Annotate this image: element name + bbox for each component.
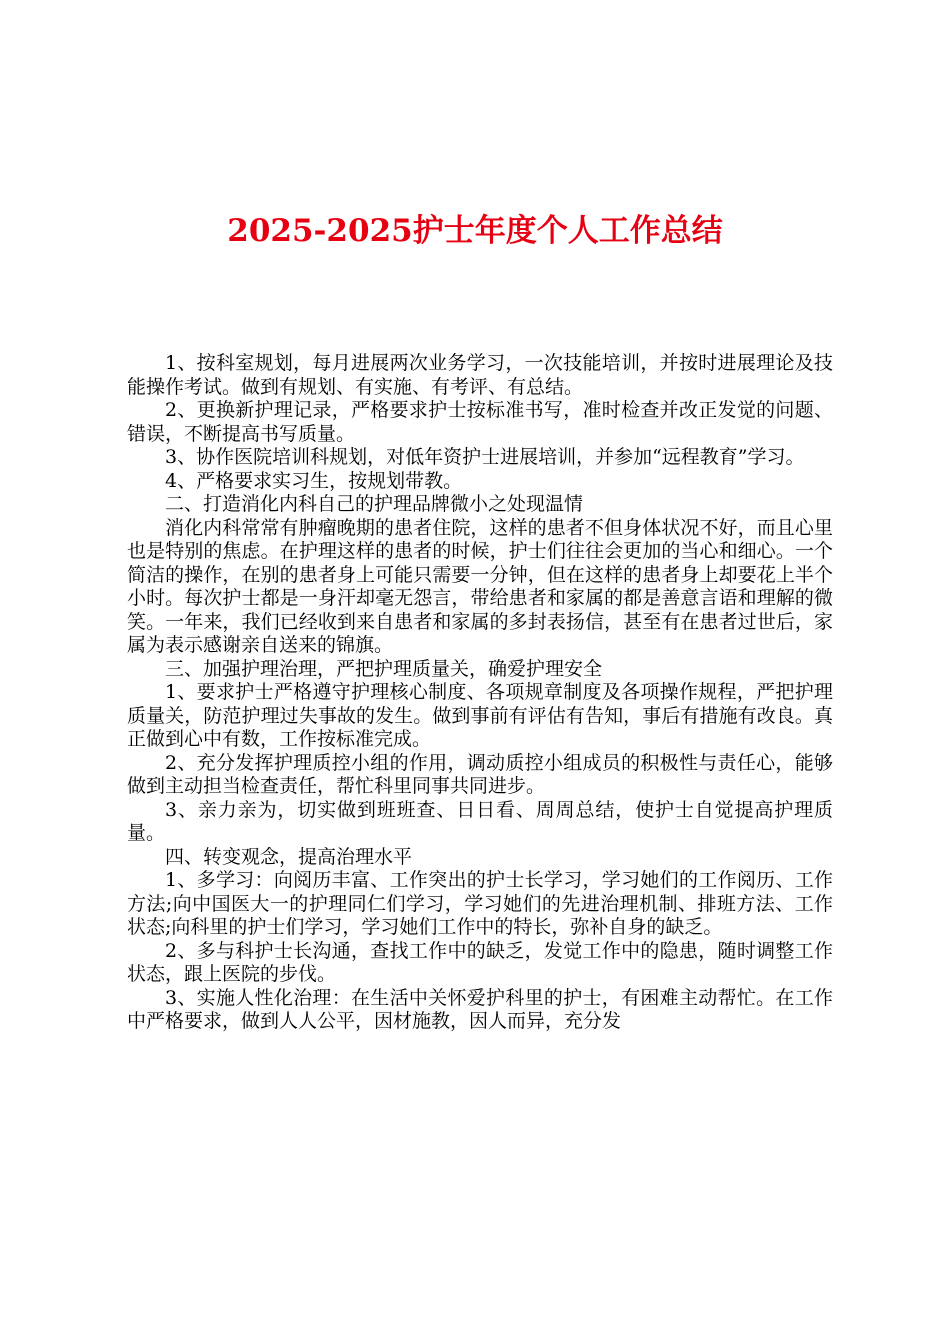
paragraph-3: 3、协作医院培训科规划，对低年资护士进展培训，并参加“远程教育”学习。 <box>165 446 805 468</box>
document-body <box>127 352 833 1034</box>
section-heading-3: 三、加强护理治理，严把护理质量关，确爱护理安全 <box>165 657 603 680</box>
paragraph-1: 1、按科室规划，每月进展两次业务学习，一次技能培训，并按时进展理论及技能操作考试。做到有规划、有实施、有考评、有总结。 <box>127 352 833 398</box>
paragraph-2: 2、更换新护理记录，严格要求护士按标准书写，准时检查并改正发觉的问题、错误，不断提高书写质量。 <box>127 399 833 445</box>
document-title: 2025-2025护士年度个人工作总结 <box>227 213 723 249</box>
paragraph-5: 消化内科常常有肿瘤晚期的患者住院，这样的患者不但身体状况不好，而且心里也是特别的焦虑。在护理这样的患者的时候，护士们往往会更加的当心和细心。一个简洁的操作，在别的患者身上可能只需要一分钟，但在这样的患者身上却要花上半个小时。每次护士都是一身汗却毫无怨言，带给患者和家属的都是善意言语和理解的微笑。一年来，我们已经收到来自患者和家属的多封表扬信，甚至有在患者过世后，家属为表示感谢亲自送来的锦旗。 <box>127 516 833 656</box>
section-heading-4: 四、转变观念，提高治理水平 <box>165 845 413 868</box>
paragraph-7: 2、充分发挥护理质控小组的作用，调动质控小组成员的积极性与责任心，能够做到主动担当检查责任，帮忙科里同事共同进步。 <box>127 751 833 797</box>
paragraph-8: 3、亲力亲为，切实做到班班查、日日看、周周总结，使护士自觉提高护理质量。 <box>127 798 833 844</box>
paragraph-6: 1、要求护士严格遵守护理核心制度、各项规章制度及各项操作规程，严把护理质量关，防范护理过失事故的发生。做到事前有评估有告知，事后有措施有改良。真正做到心中有数，工作按标准完成。 <box>127 681 833 750</box>
section-heading-2: 二、打造消化内科自己的护理品牌微小之处现温情 <box>165 493 584 515</box>
paragraph-10: 2、多与科护士长沟通，查找工作中的缺乏，发觉工作中的隐患，随时调整工作状态，跟上医院的步伐。 <box>127 939 833 985</box>
paragraph-9: 1、多学习：向阅历丰富、工作突出的护士长学习，学习她们的工作阅历、工作方法;向中国医大一的护理同仁们学习，学习她们的先进治理机制、排班方法、工作状态;向科里的护士们学习，学习她们工作中的特长，弥补自身的缺乏。 <box>127 869 833 938</box>
paragraph-11: 3、实施人性化治理：在生活中关怀爱护科里的护士，有困难主动帮忙。在工作中严格要求，做到人人公平，因材施教，因人而异，充分发 <box>127 986 833 1032</box>
paragraph-4: 4、严格要求实习生，按规划带教。 <box>165 469 463 492</box>
